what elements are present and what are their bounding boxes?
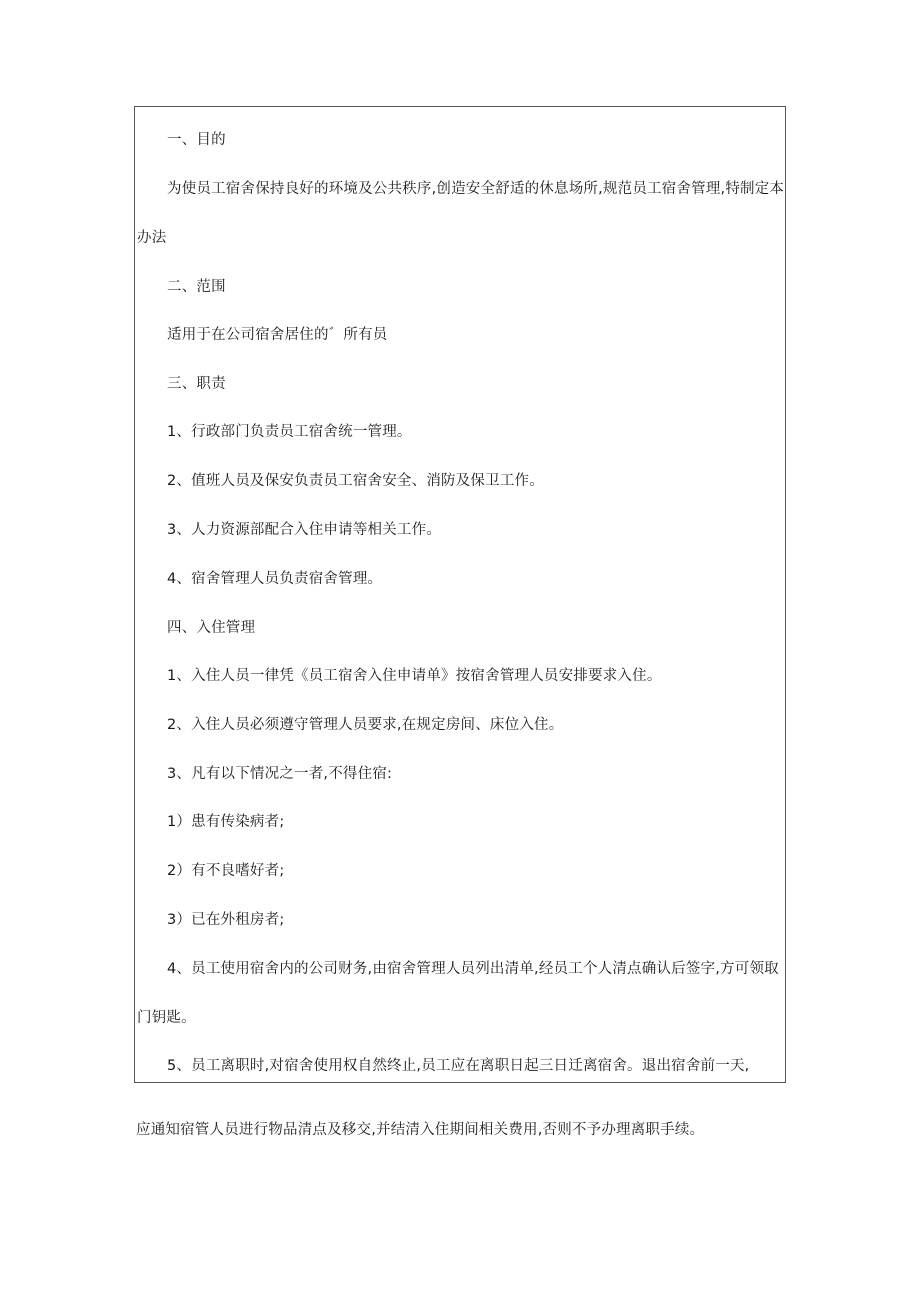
paragraph-scope: 适用于在公司宿舍居住的゛所有员 <box>167 327 388 343</box>
paragraph-purpose: 为使员工宿舍保持良好的环境及公共秩序,创造安全舒适的休息场所,规范员工宿舍管理,特制定本 <box>167 181 785 197</box>
sub-list-item: 1）患有传染病者; <box>167 814 285 830</box>
section-heading-purpose: 一、目的 <box>167 132 226 148</box>
sub-list-item: 2）有不良嗜好者; <box>167 863 285 879</box>
list-item: 3、人力资源部配合入住申请等相关工作。 <box>167 522 442 538</box>
list-item: 4、员工使用宿舍内的公司财务,由宿舍管理人员列出清单,经员工个人清点确认后签字,方可领取 <box>167 961 779 977</box>
section-heading-scope: 二、范围 <box>167 279 226 295</box>
document-frame <box>134 106 786 1083</box>
sub-list-item: 3）已在外租房者; <box>167 912 285 928</box>
list-item: 5、员工离职时,对宿舍使用权自然终止,员工应在离职日起三日迁离宿舍。退出宿舍前一天, <box>167 1058 750 1074</box>
list-item: 1、入住人员一律凭《员工宿舍入住申请单》按宿舍管理人员安排要求入住。 <box>167 668 662 684</box>
list-item-cont-outside: 应通知宿管人员进行物品清点及移交,并结清入住期间相关费用,否则不予办理离职手续。 <box>136 1122 705 1138</box>
list-item: 1、行政部门负责员工宿舍统一管理。 <box>167 424 412 440</box>
list-item-cont: 门钥匙。 <box>137 1010 196 1026</box>
section-heading-duties: 三、职责 <box>167 376 226 392</box>
list-item: 2、值班人员及保安负责员工宿舍安全、消防及保卫工作。 <box>167 473 544 489</box>
list-item: 3、凡有以下情况之一者,不得住宿: <box>167 766 393 782</box>
section-heading-checkin: 四、入住管理 <box>167 620 256 636</box>
list-item: 2、入住人员必须遵守管理人员要求,在规定房间、床位入住。 <box>167 717 564 733</box>
list-item: 4、宿舍管理人员负责宿舍管理。 <box>167 571 383 587</box>
paragraph-purpose-cont: 办法 <box>137 230 167 246</box>
